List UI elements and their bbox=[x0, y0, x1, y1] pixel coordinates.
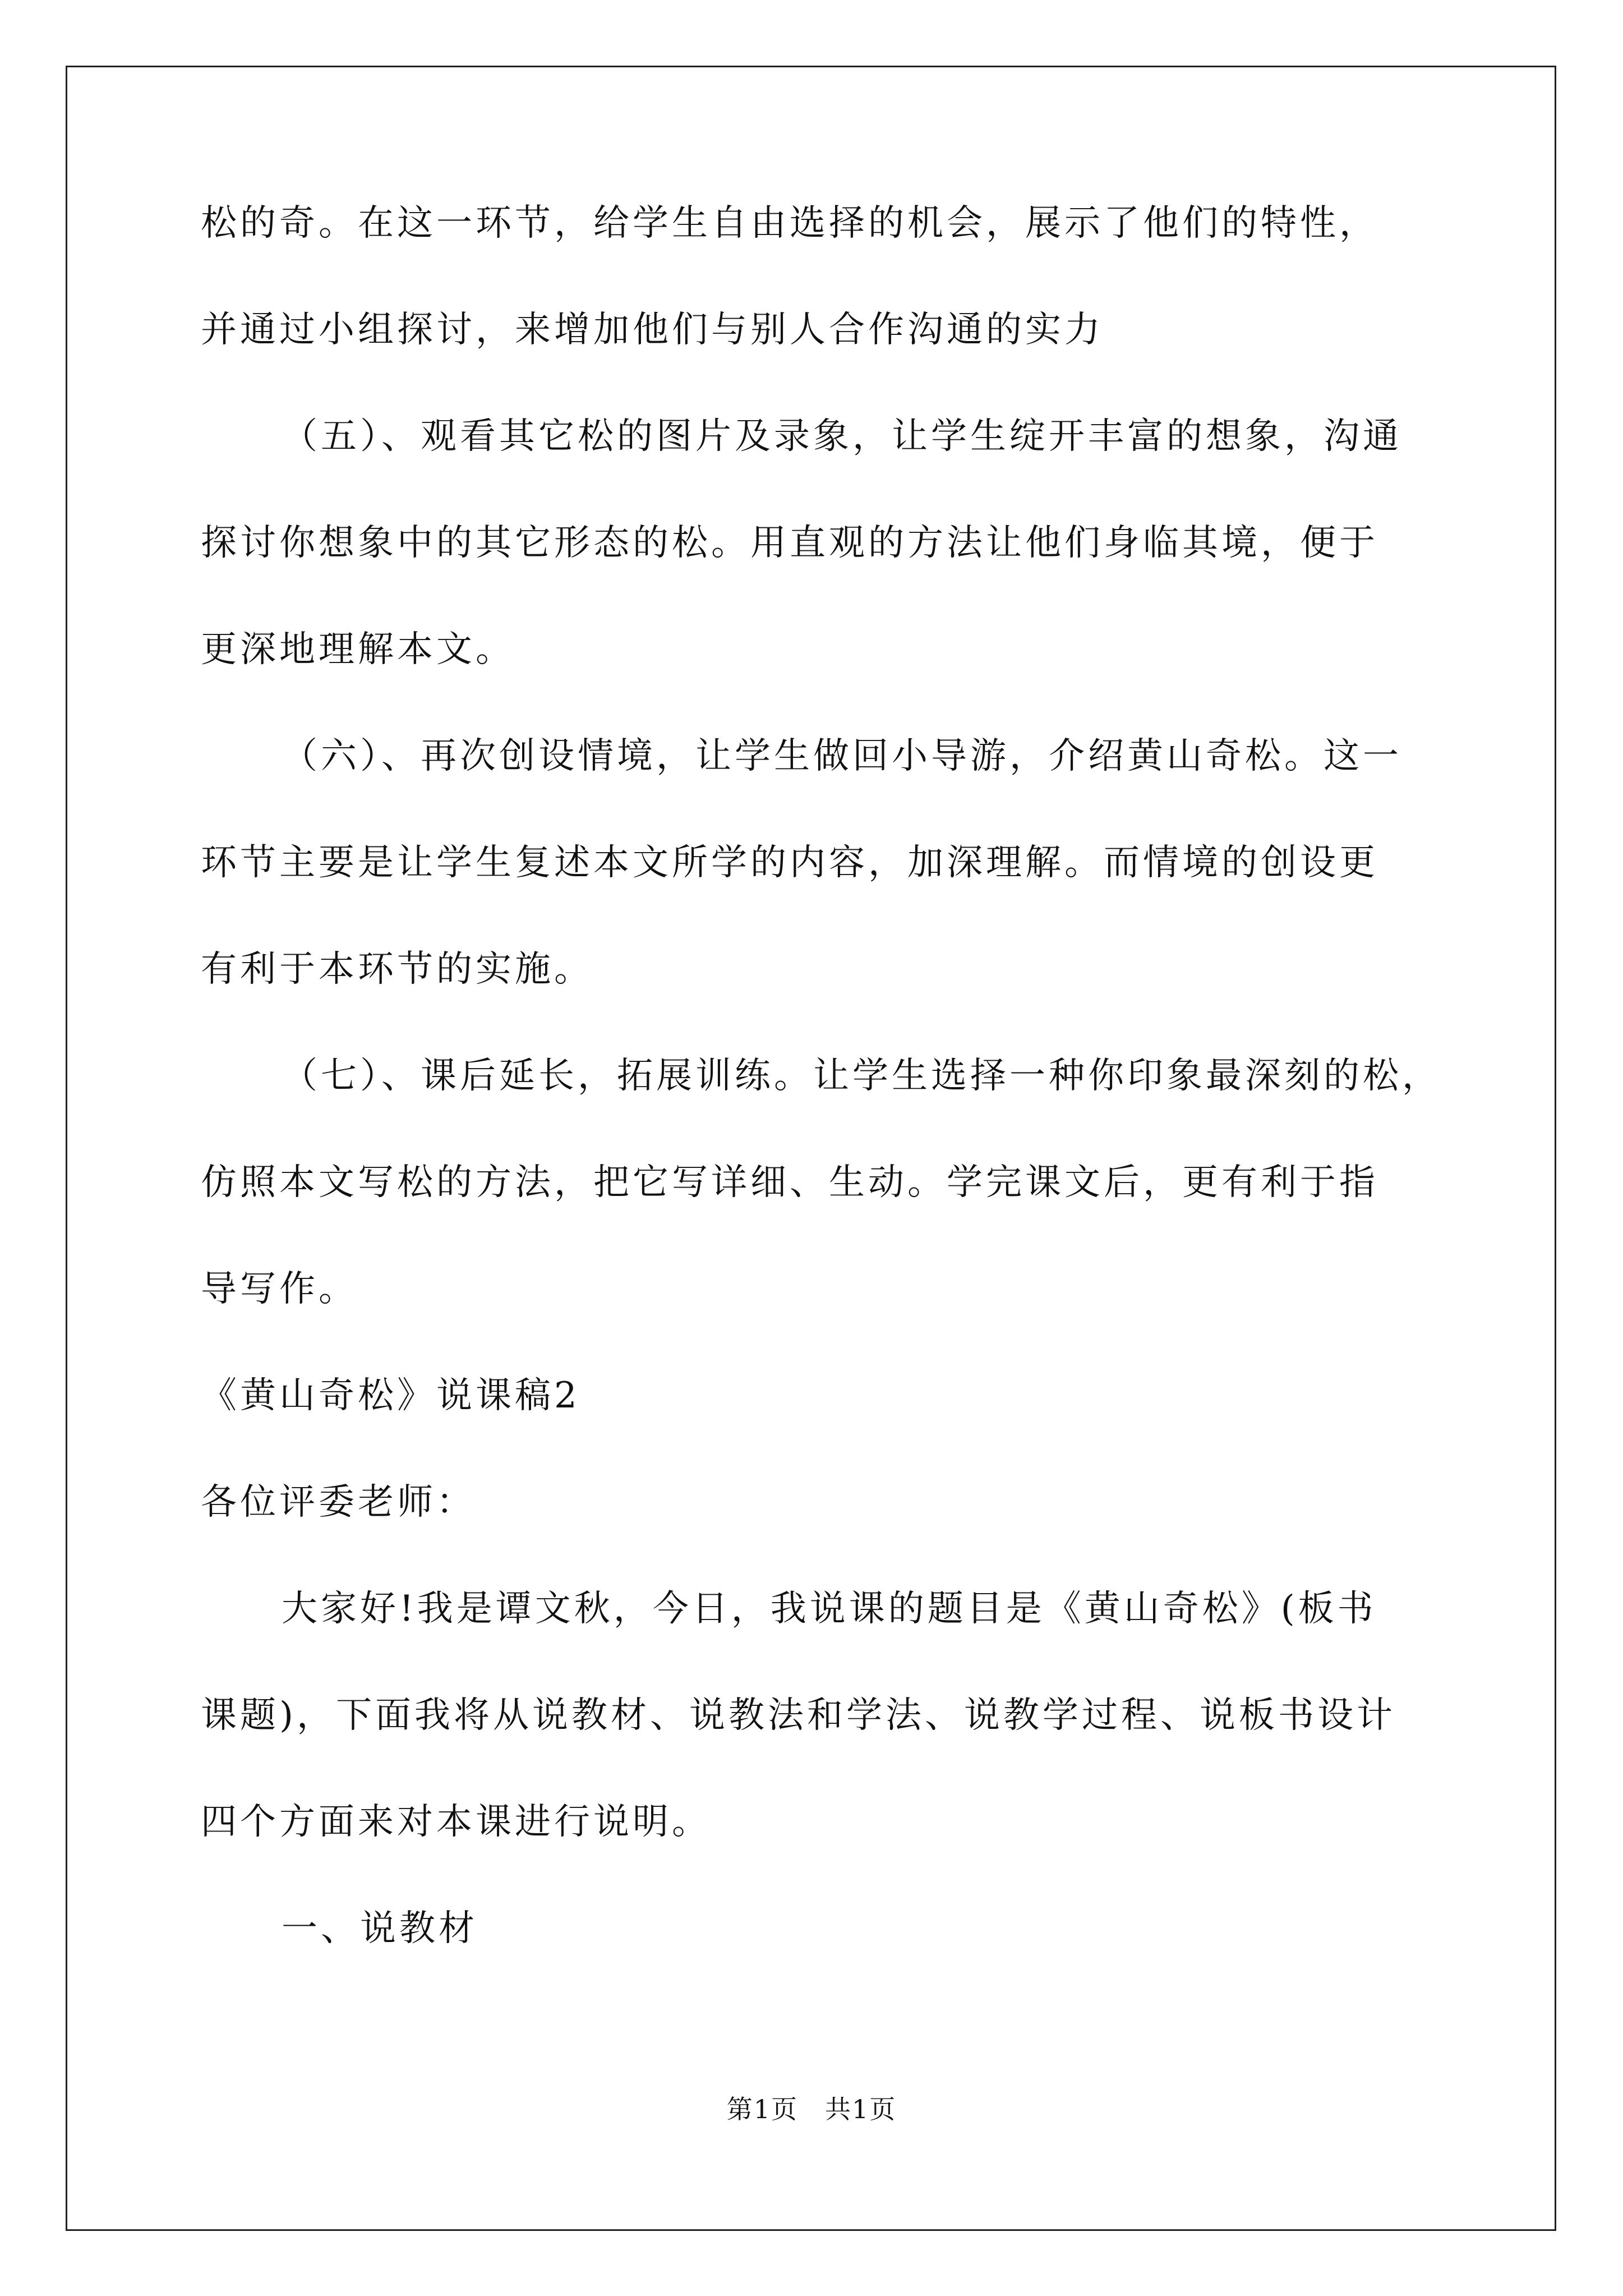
page-footer: 第1页 共1页 bbox=[726, 2094, 897, 2124]
text-line: （六）、再次创设情境，让学生做回小导游，介绍黄山奇松。这一 bbox=[282, 735, 1402, 777]
section-heading: 《黄山奇松》说课稿2 bbox=[201, 1375, 580, 1416]
text-line: 四个方面来对本课进行说明。 bbox=[201, 1801, 711, 1843]
subsection-heading: 一、说教材 bbox=[282, 1908, 478, 1949]
text-line: 探讨你想象中的其它形态的松。用直观的方法让他们身临其境，便于 bbox=[201, 522, 1378, 564]
salutation: 各位评委老师： bbox=[201, 1481, 476, 1523]
text-line: 仿照本文写松的方法，把它写详细、生动。学完课文后，更有利于指 bbox=[201, 1162, 1378, 1203]
text-line: （五）、观看其它松的图片及录象，让学生绽开丰富的想象，沟通 bbox=[282, 416, 1402, 457]
document-body bbox=[201, 196, 1441, 1955]
text-line: 导写作。 bbox=[201, 1268, 358, 1310]
text-line: （七）、课后延长，拓展训练。让学生选择一种你印象最深刻的松， bbox=[282, 1055, 1441, 1097]
text-line: 大家好!我是谭文秋，今日，我说课的题目是《黄山奇松》(板书 bbox=[282, 1588, 1377, 1630]
text-line: 松的奇。在这一环节，给学生自由选择的机会，展示了他们的特性， bbox=[201, 203, 1378, 244]
text-line: 有利于本环节的实施。 bbox=[201, 949, 593, 990]
text-line: 更深地理解本文。 bbox=[201, 629, 515, 670]
text-line: 环节主要是让学生复述本文所学的内容，加深理解。而情境的创设更 bbox=[201, 842, 1378, 884]
text-line: 课题)，下面我将从说教材、说教法和学法、说教学过程、说板书设计 bbox=[201, 1695, 1396, 1736]
text-line: 并通过小组探讨，来增加他们与别人合作沟通的实力 bbox=[201, 309, 1104, 351]
